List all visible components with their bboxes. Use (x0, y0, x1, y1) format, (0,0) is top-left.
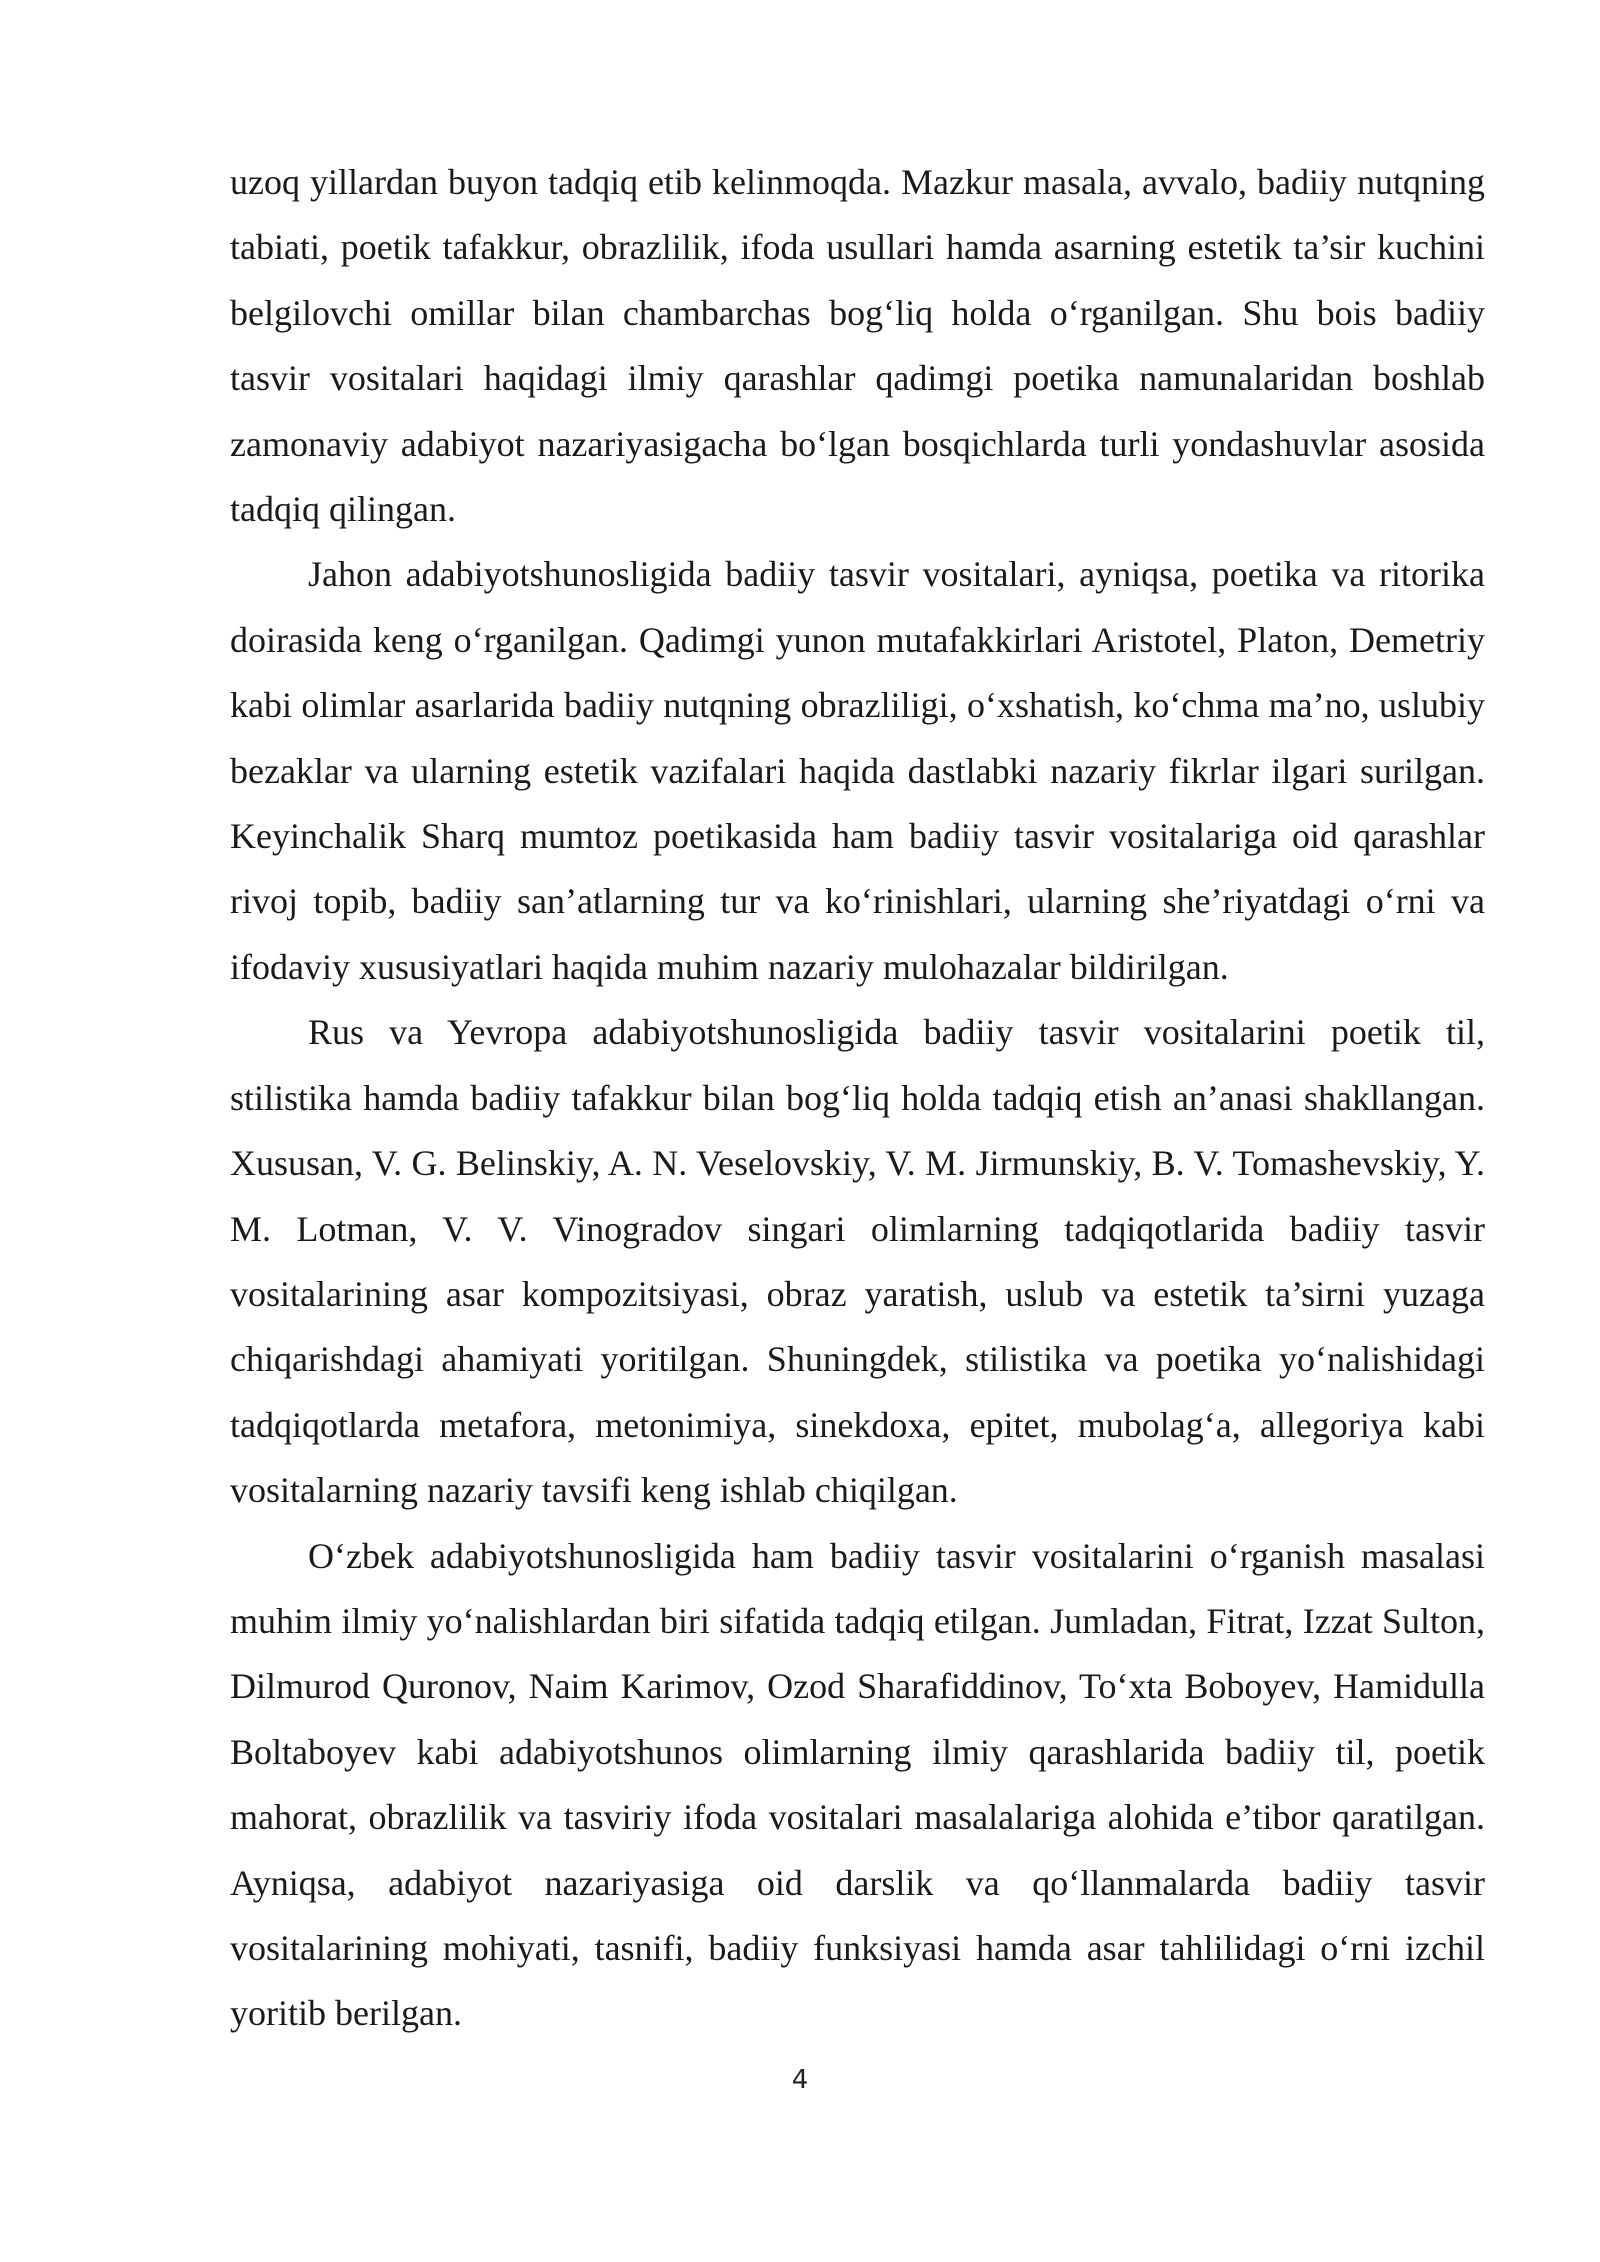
page-number: 4 (791, 2065, 809, 2095)
paragraph-russian-european-studies: Rus va Yevropa adabiyotshunosligida badiiy tasvir vositalarini poetik til, stilistika hamda badiiy tafakkur bilan bog‘liq holda tadqiq etish an’anasi shakllangan. Xususan, V. G. Belinskiy, A. N. Veselovskiy, V. M. Jirmunskiy, B. V. Tomashevskiy, Y. M. Lotman, V. V. Vinogradov singari olimlarning tadqiqotlarida badiiy tasvir vositalarining asar kompozitsiyasi, obraz yaratish, uslub va estetik ta’sirni yuzaga chiqarishdagi ahamiyati yoritilgan. Shuningdek, stilistika va poetika yo‘nalishidagi tadqiqotlarda metafora, metonimiya, sinekdoxa, epitet, mubolag‘a, allegoriya kabi vositalarning nazariy tavsifi keng ishlab chiqilgan. (230, 1012, 1485, 1511)
paragraph-continuation: uzoq yillardan buyon tadqiq etib kelinmoqda. Mazkur masala, avvalo, badiiy nutqning tabiati, poetik tafakkur, obrazlilik, ifoda usullari hamda asarning estetik ta’sir kuchini belgilovchi omillar bilan chambarchas bog‘liq holda o‘rganilgan. Shu bois badiiy tasvir vositalari haqidagi ilmiy qarashlar qadimgi poetika namunalaridan boshlab zamonaviy adabiyot nazariyasigacha bo‘lgan bosqichlarda turli yondashuvlar asosida tadqiq qilingan. (230, 162, 1485, 530)
paragraph-uzbek-literary-studies: O‘zbek adabiyotshunosligida ham badiiy tasvir vositalarini o‘rganish masalasi muhim ilmiy yo‘nalishlardan biri sifatida tadqiq etilgan. Jumladan, Fitrat, Izzat Sulton, Dilmurod Quronov, Naim Karimov, Ozod Sharafiddinov, To‘xta Boboyev, Hamidulla Boltaboyev kabi adabiyotshunos olimlarning ilmiy qarashlarida badiiy til, poetik mahorat, obrazlilik va tasviriy ifoda vositalari masalalariga alohida e’tibor qaratilgan. Ayniqsa, adabiyot nazariyasiga oid darslik va qo‘llanmalarda badiiy tasvir vositalarining mohiyati, tasnifi, badiiy funksiyasi hamda asar tahlilidagi o‘rni izchil yoritib berilgan. (230, 1535, 1485, 2034)
paragraph-world-literary-studies: Jahon adabiyotshunosligida badiiy tasvir vositalari, ayniqsa, poetika va ritorika doirasida keng o‘rganilgan. Qadimgi yunon mutafakkirlari Aristotel, Platon, Demetriy kabi olimlar asarlarida badiiy nutqning obrazliligi, o‘xshatish, ko‘chma ma’no, uslubiy bezaklar va ularning estetik vazifalari haqida dastlabki nazariy fikrlar ilgari surilgan. Keyinchalik Sharq mumtoz poetikasida ham badiiy tasvir vositalariga oid qarashlar rivoj topib, badiiy san’atlarning tur va ko‘rinishlari, ularning she’riyatdagi o‘rni va ifodaviy xususiyatlari haqida muhim nazariy mulohazalar bildirilgan. (230, 554, 1485, 987)
body-text (230, 150, 1485, 2047)
